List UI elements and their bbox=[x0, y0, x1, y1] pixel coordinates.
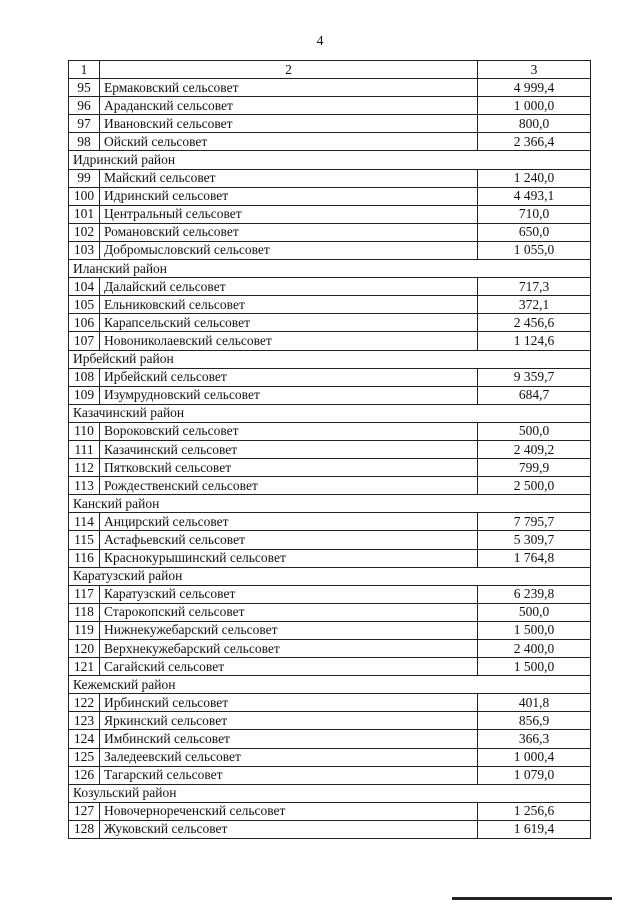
district-row bbox=[69, 404, 591, 422]
row-number: 126 bbox=[69, 766, 100, 784]
row-value: 2 456,6 bbox=[478, 314, 591, 332]
budget-table bbox=[68, 60, 591, 839]
row-name: Майский сельсовет bbox=[100, 169, 478, 187]
row-value: 710,0 bbox=[478, 205, 591, 223]
district-name: Идринский район bbox=[69, 151, 591, 169]
row-value: 2 400,0 bbox=[478, 640, 591, 658]
table-row bbox=[69, 748, 591, 766]
district-row bbox=[69, 676, 591, 694]
row-name: Вороковский сельсовет bbox=[100, 422, 478, 440]
row-number: 117 bbox=[69, 585, 100, 603]
district-row bbox=[69, 151, 591, 169]
row-number: 106 bbox=[69, 314, 100, 332]
table-row bbox=[69, 368, 591, 386]
row-name: Тагарский сельсовет bbox=[100, 766, 478, 784]
table-row bbox=[69, 513, 591, 531]
row-value: 4 999,4 bbox=[478, 79, 591, 97]
table-row bbox=[69, 730, 591, 748]
row-value: 2 500,0 bbox=[478, 477, 591, 495]
district-name: Каратузский район bbox=[69, 567, 591, 585]
table-row bbox=[69, 169, 591, 187]
table-row bbox=[69, 440, 591, 458]
row-name: Анцирский сельсовет bbox=[100, 513, 478, 531]
row-number: 122 bbox=[69, 694, 100, 712]
row-value: 799,9 bbox=[478, 459, 591, 477]
row-number: 96 bbox=[69, 97, 100, 115]
table-row bbox=[69, 79, 591, 97]
row-number: 105 bbox=[69, 296, 100, 314]
row-number: 99 bbox=[69, 169, 100, 187]
row-name: Новониколаевский сельсовет bbox=[100, 332, 478, 350]
row-number: 95 bbox=[69, 79, 100, 97]
row-value: 5 309,7 bbox=[478, 531, 591, 549]
row-name: Жуковский сельсовет bbox=[100, 820, 478, 838]
row-name: Идринский сельсовет bbox=[100, 187, 478, 205]
row-name: Ермаковский сельсовет bbox=[100, 79, 478, 97]
row-name: Романовский сельсовет bbox=[100, 223, 478, 241]
row-name: Карапсельский сельсовет bbox=[100, 314, 478, 332]
table-row bbox=[69, 187, 591, 205]
row-number: 107 bbox=[69, 332, 100, 350]
district-row bbox=[69, 784, 591, 802]
row-name: Далайский сельсовет bbox=[100, 278, 478, 296]
row-number: 114 bbox=[69, 513, 100, 531]
row-value: 717,3 bbox=[478, 278, 591, 296]
row-number: 98 bbox=[69, 133, 100, 151]
row-value: 500,0 bbox=[478, 422, 591, 440]
table-row bbox=[69, 802, 591, 820]
table-row bbox=[69, 549, 591, 567]
row-value: 2 409,2 bbox=[478, 440, 591, 458]
header-cell-number: 1 bbox=[69, 61, 100, 79]
table-row bbox=[69, 603, 591, 621]
row-name: Нижнекужебарский сельсовет bbox=[100, 621, 478, 639]
table-row bbox=[69, 278, 591, 296]
row-number: 111 bbox=[69, 440, 100, 458]
district-name: Ирбейский район bbox=[69, 350, 591, 368]
row-number: 127 bbox=[69, 802, 100, 820]
row-value: 1 619,4 bbox=[478, 820, 591, 838]
header-cell-name: 2 bbox=[100, 61, 478, 79]
table-row bbox=[69, 314, 591, 332]
row-value: 9 359,7 bbox=[478, 368, 591, 386]
row-number: 116 bbox=[69, 549, 100, 567]
row-number: 115 bbox=[69, 531, 100, 549]
row-number: 128 bbox=[69, 820, 100, 838]
row-name: Яркинский сельсовет bbox=[100, 712, 478, 730]
row-name: Каратузский сельсовет bbox=[100, 585, 478, 603]
row-name: Центральный сельсовет bbox=[100, 205, 478, 223]
row-number: 104 bbox=[69, 278, 100, 296]
row-name: Ельниковский сельсовет bbox=[100, 296, 478, 314]
row-number: 103 bbox=[69, 241, 100, 259]
row-name: Казачинский сельсовет bbox=[100, 440, 478, 458]
table-row bbox=[69, 621, 591, 639]
row-value: 1 240,0 bbox=[478, 169, 591, 187]
row-number: 102 bbox=[69, 223, 100, 241]
district-row bbox=[69, 567, 591, 585]
row-name: Ирбинский сельсовет bbox=[100, 694, 478, 712]
row-value: 7 795,7 bbox=[478, 513, 591, 531]
row-number: 119 bbox=[69, 621, 100, 639]
row-number: 101 bbox=[69, 205, 100, 223]
district-row bbox=[69, 350, 591, 368]
row-number: 113 bbox=[69, 477, 100, 495]
table-row bbox=[69, 133, 591, 151]
table-row bbox=[69, 640, 591, 658]
table-row bbox=[69, 712, 591, 730]
row-value: 500,0 bbox=[478, 603, 591, 621]
row-number: 97 bbox=[69, 115, 100, 133]
table-row bbox=[69, 820, 591, 838]
row-name: Добромысловский сельсовет bbox=[100, 241, 478, 259]
row-value: 6 239,8 bbox=[478, 585, 591, 603]
row-name: Краснокурышинский сельсовет bbox=[100, 549, 478, 567]
district-name: Кежемский район bbox=[69, 676, 591, 694]
row-value: 1 000,0 bbox=[478, 97, 591, 115]
table-row bbox=[69, 477, 591, 495]
table-row bbox=[69, 223, 591, 241]
row-number: 100 bbox=[69, 187, 100, 205]
table-row bbox=[69, 658, 591, 676]
district-row bbox=[69, 495, 591, 513]
row-name: Пятковский сельсовет bbox=[100, 459, 478, 477]
table-row bbox=[69, 115, 591, 133]
row-value: 1 764,8 bbox=[478, 549, 591, 567]
row-value: 372,1 bbox=[478, 296, 591, 314]
row-number: 112 bbox=[69, 459, 100, 477]
row-name: Старокопский сельсовет bbox=[100, 603, 478, 621]
row-value: 1 500,0 bbox=[478, 658, 591, 676]
row-name: Изумрудновский сельсовет bbox=[100, 386, 478, 404]
table-row bbox=[69, 386, 591, 404]
row-name: Заледеевский сельсовет bbox=[100, 748, 478, 766]
row-number: 109 bbox=[69, 386, 100, 404]
district-name: Казачинский район bbox=[69, 404, 591, 422]
table-row bbox=[69, 694, 591, 712]
row-value: 2 366,4 bbox=[478, 133, 591, 151]
row-name: Новочернореченский сельсовет bbox=[100, 802, 478, 820]
row-number: 120 bbox=[69, 640, 100, 658]
table-body bbox=[69, 61, 591, 839]
table-row bbox=[69, 459, 591, 477]
table-row bbox=[69, 585, 591, 603]
row-name: Ивановский сельсовет bbox=[100, 115, 478, 133]
district-name: Козульский район bbox=[69, 784, 591, 802]
footer-rule bbox=[452, 897, 612, 900]
row-value: 684,7 bbox=[478, 386, 591, 404]
row-value: 856,9 bbox=[478, 712, 591, 730]
row-name: Имбинский сельсовет bbox=[100, 730, 478, 748]
row-name: Ирбейский сельсовет bbox=[100, 368, 478, 386]
table-row bbox=[69, 296, 591, 314]
table-row bbox=[69, 205, 591, 223]
row-value: 1 000,4 bbox=[478, 748, 591, 766]
row-value: 1 055,0 bbox=[478, 241, 591, 259]
row-number: 125 bbox=[69, 748, 100, 766]
district-name: Иланский район bbox=[69, 260, 591, 278]
row-value: 366,3 bbox=[478, 730, 591, 748]
row-number: 118 bbox=[69, 603, 100, 621]
table-header-row bbox=[69, 61, 591, 79]
district-name: Канский район bbox=[69, 495, 591, 513]
table-row bbox=[69, 241, 591, 259]
row-name: Ойский сельсовет bbox=[100, 133, 478, 151]
row-value: 1 124,6 bbox=[478, 332, 591, 350]
row-number: 121 bbox=[69, 658, 100, 676]
row-name: Рождественский сельсовет bbox=[100, 477, 478, 495]
header-cell-value: 3 bbox=[478, 61, 591, 79]
table-row bbox=[69, 531, 591, 549]
table-row bbox=[69, 97, 591, 115]
row-number: 108 bbox=[69, 368, 100, 386]
row-value: 1 079,0 bbox=[478, 766, 591, 784]
row-value: 401,8 bbox=[478, 694, 591, 712]
row-name: Араданский сельсовет bbox=[100, 97, 478, 115]
row-name: Сагайский сельсовет bbox=[100, 658, 478, 676]
page-number: 4 bbox=[316, 34, 324, 49]
row-name: Астафьевский сельсовет bbox=[100, 531, 478, 549]
row-value: 800,0 bbox=[478, 115, 591, 133]
row-value: 1 256,6 bbox=[478, 802, 591, 820]
row-name: Верхнекужебарский сельсовет bbox=[100, 640, 478, 658]
row-number: 123 bbox=[69, 712, 100, 730]
row-value: 1 500,0 bbox=[478, 621, 591, 639]
row-value: 4 493,1 bbox=[478, 187, 591, 205]
table-row bbox=[69, 422, 591, 440]
table-row bbox=[69, 332, 591, 350]
table-row bbox=[69, 766, 591, 784]
row-number: 110 bbox=[69, 422, 100, 440]
row-number: 124 bbox=[69, 730, 100, 748]
row-value: 650,0 bbox=[478, 223, 591, 241]
district-row bbox=[69, 260, 591, 278]
